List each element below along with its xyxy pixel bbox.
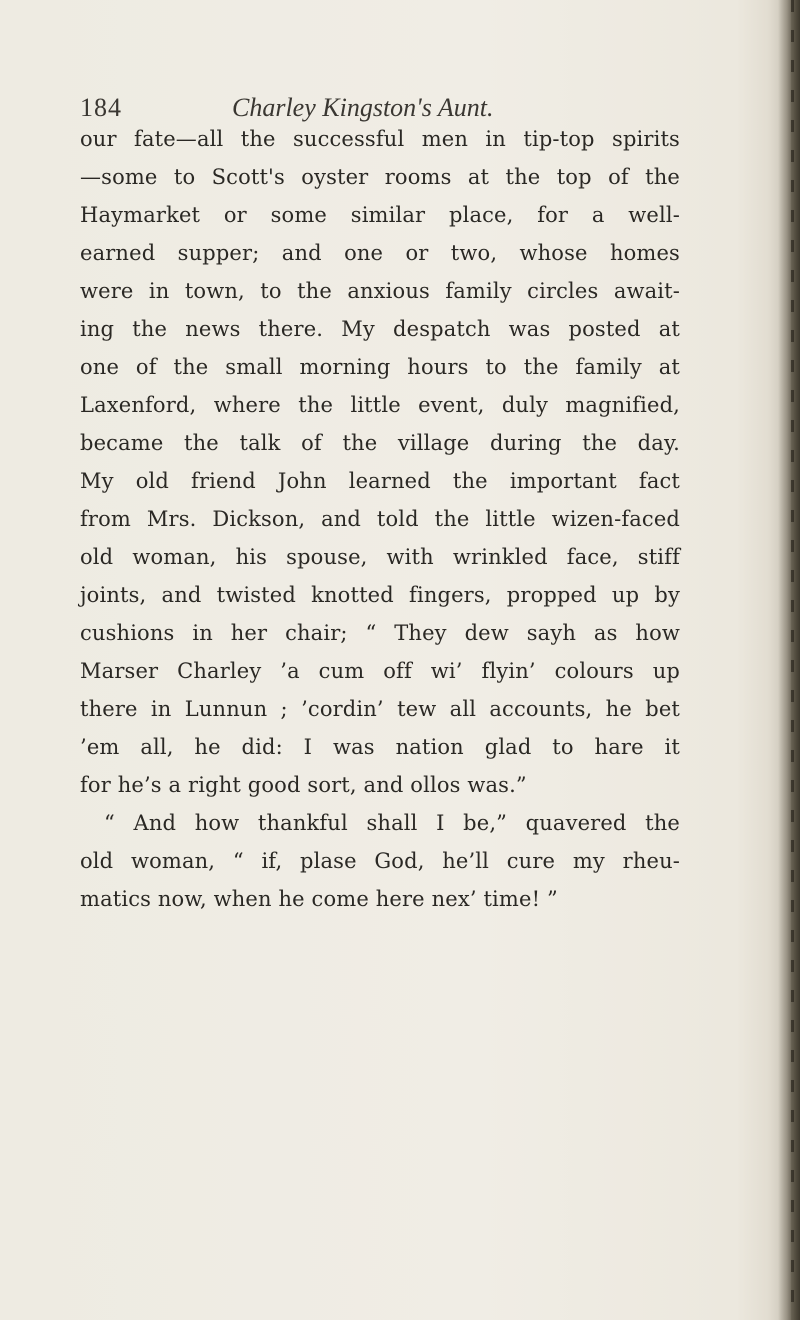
running-title: Charley Kingston's Aunt.	[232, 93, 494, 122]
page-edge-texture	[791, 0, 794, 1320]
text-line: My old friend John learned the important fact	[80, 469, 680, 493]
page-number: 184	[80, 93, 122, 122]
text-line: ing the news there. My despatch was posted at	[80, 317, 680, 341]
text-line: cushions in her chair; “ They dew sayh as how	[80, 621, 680, 645]
text-line: old woman, “ if, plase God, he’ll cure my rheu-	[80, 849, 680, 873]
text-line: for he’s a right good sort, and ollos was.”	[80, 773, 527, 797]
text-line: “ And how thankful shall I be,” quavered the	[104, 811, 680, 835]
text-line: earned supper; and one or two, whose homes	[80, 241, 680, 265]
text-line: Laxenford, where the little event, duly magnified,	[80, 393, 680, 417]
text-line: joints, and twisted knotted fingers, propped up by	[80, 583, 680, 607]
text-line: matics now, when he come here nex’ time! ”	[80, 887, 558, 911]
text-line: —some to Scott's oyster rooms at the top of the	[80, 165, 680, 189]
page-edge-shadow	[778, 0, 800, 1320]
text-line: our fate—all the successful men in tip-top spirits	[80, 127, 680, 151]
text-line: Marser Charley ’a cum off wi’ flyin’ colours up	[80, 659, 680, 683]
text-line: ’em all, he did: I was nation glad to hare it	[80, 735, 680, 759]
text-line: one of the small morning hours to the family at	[80, 355, 680, 379]
text-line: there in Lunnun ; ’cordin’ tew all accounts, he bet	[80, 697, 680, 721]
text-line: were in town, to the anxious family circles await-	[80, 279, 680, 303]
text-line: old woman, his spouse, with wrinkled face, stiff	[80, 545, 680, 569]
text-line: became the talk of the village during the day.	[80, 431, 680, 455]
text-line: from Mrs. Dickson, and told the little wizen-faced	[80, 507, 680, 531]
text-line: Haymarket or some similar place, for a well-	[80, 203, 680, 227]
